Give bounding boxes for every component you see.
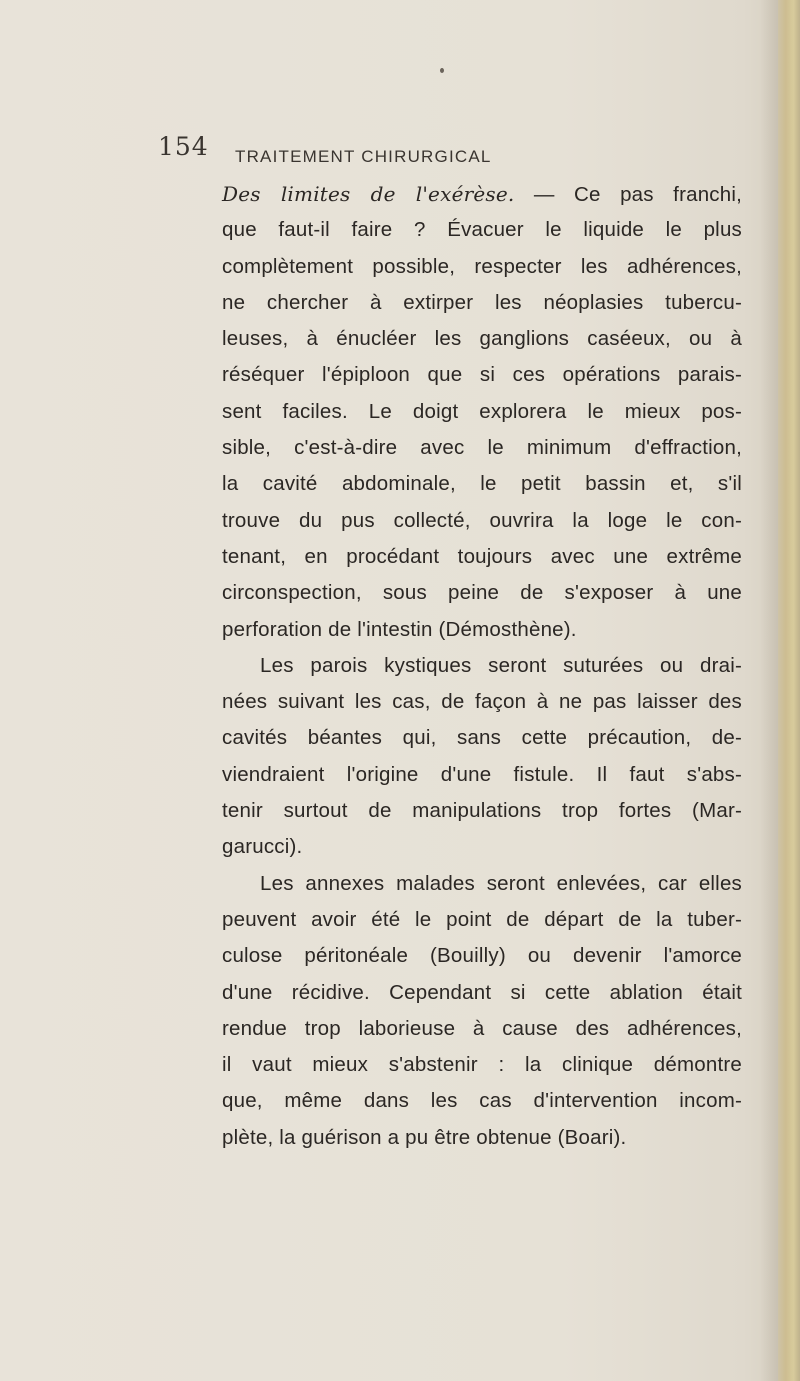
text-line: peuvent avoir été le point de départ de la tuber- — [222, 907, 742, 931]
text-line — [222, 176, 742, 212]
text-line-fragment: — Ce pas franchi, — [514, 183, 742, 206]
text-line: cavités béantes qui, sans cette précaution, de- — [222, 726, 742, 750]
paragraph-heading: Des limites de l'exérèse. — [222, 182, 515, 206]
text-line: sible, c'est-à-dire avec le minimum d'effraction, — [222, 436, 742, 460]
text-line: d'une récidive. Cependant si cette ablation était — [222, 980, 742, 1004]
text-line: Les annexes malades seront enlevées, car elles — [260, 871, 742, 895]
running-head — [158, 132, 778, 182]
section-title: TRAITEMENT CHIRURGICAL — [235, 147, 492, 166]
text-line: Les parois kystiques seront suturées ou drai- — [260, 653, 742, 677]
text-line: garucci). — [222, 835, 303, 859]
text-line: que, même dans les cas d'intervention incom- — [222, 1089, 742, 1113]
text-line: leuses, à énucléer les ganglions caséeux, ou à — [222, 327, 742, 351]
text-line: circonspection, sous peine de s'exposer à une — [222, 581, 742, 605]
text-line: perforation de l'intestin (Démosthène). — [222, 617, 577, 641]
text-line: sent faciles. Le doigt explorera le mieux pos- — [222, 399, 742, 423]
text-line: réséquer l'épiploon que si ces opérations parais- — [222, 363, 742, 387]
text-line: plète, la guérison a pu être obtenue (Boari). — [222, 1125, 627, 1149]
page-edge-shadow — [760, 0, 778, 1381]
text-line: ne chercher à extirper les néoplasies tubercu- — [222, 290, 742, 314]
text-line: tenant, en procédant toujours avec une extrême — [222, 544, 742, 568]
text-line: trouve du pus collecté, ouvrira la loge le con- — [222, 508, 742, 532]
body-text — [222, 176, 742, 1156]
page-number: 154 — [158, 132, 209, 161]
page-edge — [778, 0, 800, 1381]
text-line: tenir surtout de manipulations trop fortes (Mar- — [222, 799, 742, 823]
text-line: complètement possible, respecter les adhérences, — [222, 254, 742, 278]
text-line: que faut-il faire ? Évacuer le liquide le plus — [222, 218, 742, 242]
text-line: rendue trop laborieuse à cause des adhérences, — [222, 1016, 742, 1040]
ink-speck — [440, 68, 444, 73]
text-line: la cavité abdominale, le petit bassin et, s'il — [222, 472, 742, 496]
text-line: il vaut mieux s'abstenir : la clinique démontre — [222, 1053, 742, 1077]
text-line: culose péritonéale (Bouilly) ou devenir l'amorce — [222, 944, 742, 968]
text-line: nées suivant les cas, de façon à ne pas laisser des — [222, 690, 742, 714]
text-line: viendraient l'origine d'une fistule. Il faut s'abs- — [222, 762, 742, 786]
